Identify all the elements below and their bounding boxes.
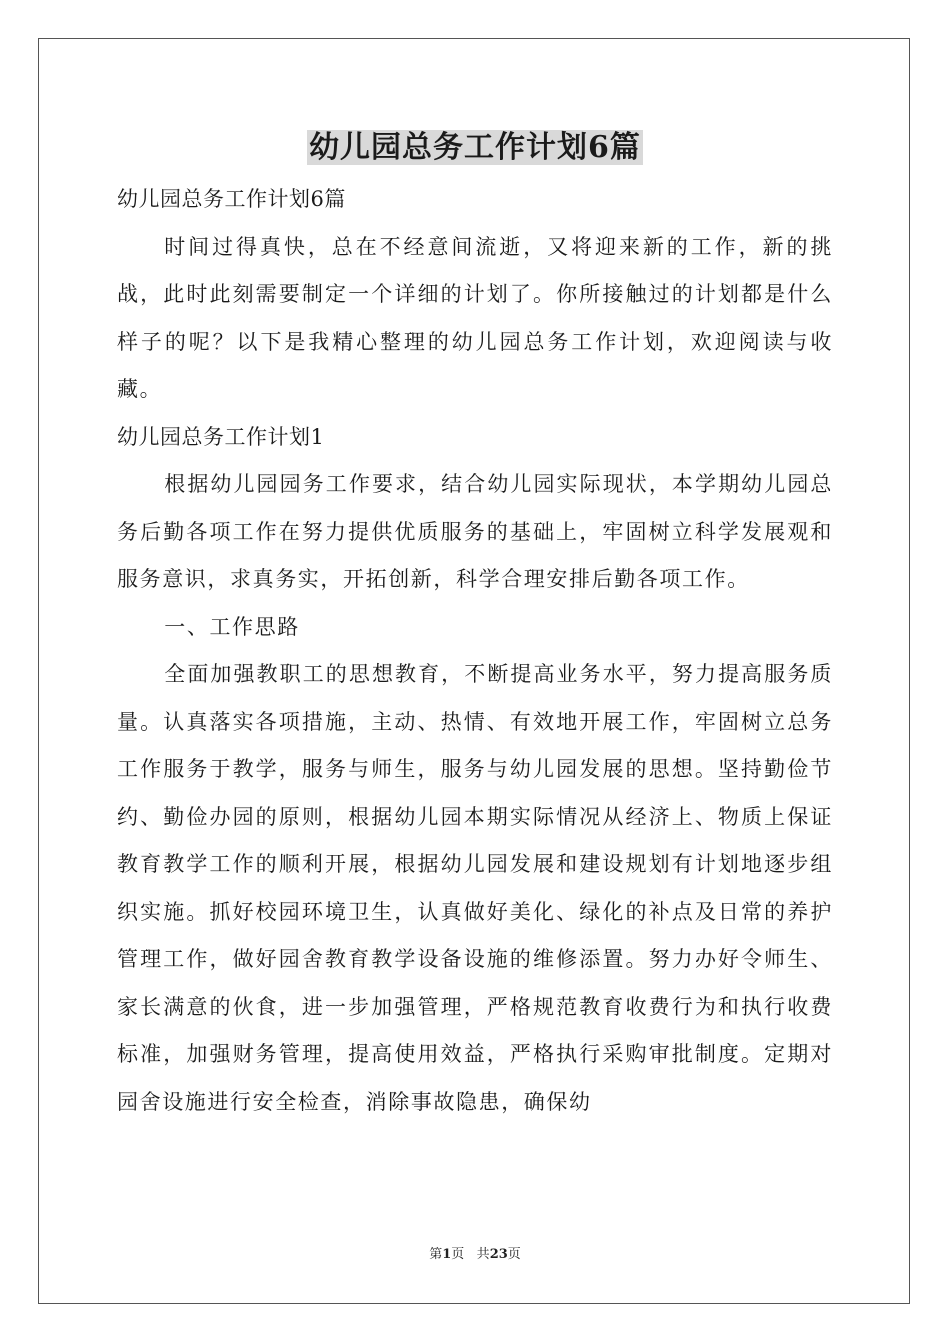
body-paragraph: 全面加强教职工的思想教育，不断提高业务水平，努力提高服务质量。认真落实各项措施，主动、热情、有效地开展工作，牢固树立总务工作服务于教学，服务与师生，服务与幼儿园发展的思想。坚持勤俭节约、勤俭办园的原则，根据幼儿园本期实际情况从经济上、物质上保证教育教学工作的顺利开展，根据幼儿园发展和建设规划有计划地逐步组织实施。抓好校园环境卫生，认真做好美化、绿化的补点及日常的养护管理工作，做好园舍教育教学设备设施的维修添置。努力办好令师生、家长满意的伙食，进一步加强管理，严格规范教育收费行为和执行收费标准，加强财务管理，提高使用效益，严格执行采购审批制度。定期对园舍设施进行安全检查，消除事故隐患，确保幼 bbox=[117, 662, 833, 1114]
document-title-text: 幼儿园总务工作计划6篇 bbox=[309, 130, 641, 165]
document-body bbox=[117, 176, 833, 1126]
total-pages: 23 bbox=[489, 1247, 508, 1262]
total-prefix: 共 bbox=[476, 1247, 490, 1262]
page-number: 1 bbox=[442, 1247, 452, 1262]
body-paragraph: 根据幼儿园园务工作要求，结合幼儿园实际现状，本学期幼儿园总务后勤各项工作在努力提供优质服务的基础上，牢固树立科学发展观和服务意识，求真务实，开拓创新，科学合理安排后勤各项工作。 bbox=[117, 472, 833, 591]
subsection-heading-work-ideas: 一、工作思路 bbox=[164, 614, 300, 639]
section-heading-plan-1: 幼儿园总务工作计划1 bbox=[117, 424, 325, 449]
page-footer bbox=[0, 1246, 950, 1264]
page-label-suffix: 页 bbox=[451, 1247, 465, 1262]
intro-paragraph: 时间过得真快，总在不经意间流逝，又将迎来新的工作，新的挑战，此时此刻需要制定一个详细的计划了。你所接触过的计划都是什么样子的呢？以下是我精心整理的幼儿园总务工作计划，欢迎阅读与收藏。 bbox=[117, 234, 833, 401]
page-label-prefix: 第 bbox=[429, 1247, 443, 1262]
subtitle-line: 幼儿园总务工作计划6篇 bbox=[117, 187, 346, 211]
document-title bbox=[0, 126, 950, 170]
total-suffix: 页 bbox=[507, 1247, 521, 1262]
